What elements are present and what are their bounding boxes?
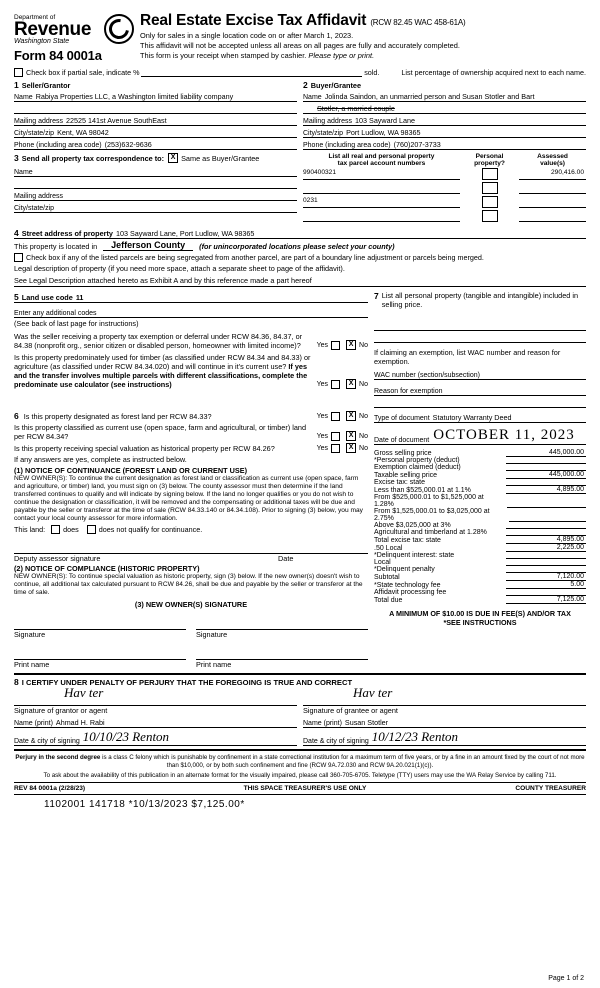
section-1-number: 1 <box>14 80 19 90</box>
grantee-sig-label: Signature of grantee or agent <box>303 706 398 715</box>
grantee-signature-field[interactable] <box>303 685 586 706</box>
buyer-mailing-field[interactable] <box>303 114 586 126</box>
subtitle-3-italic: Please type or print. <box>308 51 375 60</box>
tax-line-value[interactable]: 5.00 <box>506 581 586 589</box>
this-land-label: This land: <box>14 525 46 534</box>
tax-line-label: Above $3,025,000 at 3% <box>374 522 451 529</box>
reason-exemption-line2[interactable] <box>374 396 586 408</box>
does-not-label: does not qualify for continuance. <box>98 525 203 534</box>
section-7-number: 7 <box>374 291 379 301</box>
section-7-intro: List all personal property (tangible and intangible) included in selling price. <box>381 291 579 309</box>
section-5-7-row <box>14 291 586 408</box>
seller-phone-label: Phone (including area code) <box>14 142 102 149</box>
subtitle-1: Only for sales in a single location code on or after March 1, 2023. <box>140 31 354 40</box>
seller-phone-value: (253)632-9636 <box>104 140 152 149</box>
parcel-col-header <box>303 153 460 167</box>
grantee-date-field[interactable] <box>303 729 586 746</box>
tax-line-label: Total due <box>374 597 403 604</box>
parcel-number-cell[interactable] <box>303 211 460 222</box>
corr-name-line2[interactable] <box>14 177 297 189</box>
perjury-note <box>14 754 586 769</box>
treasurer-stamp <box>14 799 586 810</box>
historic-text: Is this property receiving special valuation as historical property per RCW 84.26? <box>14 444 275 453</box>
tax-line-label: Excise tax: state <box>374 479 425 486</box>
seller-city-value: Kent, WA 98042 <box>57 128 109 137</box>
corr-city-label: City/state/zip <box>14 205 55 212</box>
current-use-no-label: No <box>359 432 368 440</box>
same-as-buyer-label: Same as Buyer/Grantee <box>181 153 260 163</box>
seller-mailing-value: 22525 141st Avenue SouthEast <box>66 116 167 125</box>
additional-codes-field[interactable] <box>14 306 368 318</box>
buyer-name-label: Name <box>303 94 322 101</box>
seller-city-field[interactable] <box>14 126 297 138</box>
tax-line <box>374 529 586 536</box>
personal-property-checkbox[interactable] <box>482 168 498 180</box>
forest-yes-checkbox[interactable] <box>331 412 340 421</box>
tax-line-label: Taxable selling price <box>374 472 438 479</box>
perjury-text: is a class C felony which is punishable by confinement in a state correctional institution for a maximum term of five years, or by a fine in an amount fixed by the court of not more than $10,000, or by both such confinement and fine (RCW 9A.72.030 and RCW 9A.20.021(1)(c)). <box>102 754 585 769</box>
current-use-yes-checkbox[interactable] <box>331 432 340 441</box>
timber-question <box>14 353 368 389</box>
tax-line <box>374 486 586 494</box>
reason-exemption-label: Reason for exemption <box>374 388 443 395</box>
exemption-question-text: Was the seller receiving a property tax exemption or deferral under RCW 84.36, 84.37, or 84.38 (nonprofit org., senior citizen or disabled person, homeowner with limited income)? <box>14 332 303 350</box>
tax-line-label: Gross selling price <box>374 450 432 457</box>
section-5-number: 5 <box>14 292 19 302</box>
table-row <box>303 167 586 181</box>
buyer-name-field[interactable] <box>303 90 586 102</box>
historic-no-label: No <box>359 444 368 452</box>
exemption-yes-checkbox[interactable] <box>331 341 340 350</box>
partial-sale-input[interactable] <box>141 69 362 77</box>
section-3-correspondence <box>14 153 297 223</box>
see-instructions-note: *SEE INSTRUCTIONS <box>443 618 517 627</box>
print-name-label-1: Print name <box>14 660 50 669</box>
grantor-signature-field[interactable] <box>14 685 297 706</box>
subtitle-3 <box>140 51 586 60</box>
seller-name-line2[interactable] <box>14 102 297 114</box>
personal-property-checkbox[interactable] <box>482 210 498 222</box>
tax-line <box>374 536 586 544</box>
partial-sale-label: Check box if partial sale, indicate % <box>26 68 140 77</box>
seller-city-label: City/state/zip <box>14 130 55 137</box>
revenue-wordmark: Revenue <box>14 19 92 40</box>
buyer-mailing-label: Mailing address <box>303 118 353 125</box>
tax-calculation-panel <box>374 411 586 669</box>
tax-line-label: From $1,525,000.01 to $3,025,000 at 2.75% <box>374 508 490 522</box>
continuance-row <box>14 525 368 534</box>
tax-line-label: From $525,000.01 to $1,525,000 at 1.28% <box>374 494 484 508</box>
personal-property-line-2[interactable] <box>374 331 586 343</box>
corr-mailing-label: Mailing address <box>14 193 64 200</box>
section-1-title: Seller/Grantor <box>21 81 71 90</box>
tax-line-label: Agricultural and timberland at 1.28% <box>374 529 487 536</box>
seller-name-field[interactable] <box>14 90 297 102</box>
section-8-certification <box>14 673 586 746</box>
section-3-row <box>14 153 586 223</box>
personal-col-header-l1: Personal <box>475 153 504 160</box>
tax-line-label: Affidavit processing fee <box>374 589 447 596</box>
historic-question <box>14 443 368 453</box>
street-address-label: Street address of property <box>21 229 113 238</box>
buyer-phone-field[interactable] <box>303 138 586 150</box>
signature-label-1: Signature <box>14 630 46 639</box>
parcel-col-header-l1: List all real and personal property <box>328 153 435 160</box>
section-1-seller <box>14 80 297 150</box>
current-use-answer <box>317 431 368 441</box>
revenue-seal-icon <box>104 14 134 44</box>
rev-number: REV 84 0001a (2/28/23) <box>14 784 86 792</box>
tax-line <box>374 471 586 479</box>
assessed-value-cell[interactable] <box>519 183 586 194</box>
grantor-date-field[interactable] <box>14 729 297 746</box>
tax-line <box>374 589 586 596</box>
tax-line-value[interactable]: 7,120.00 <box>506 573 586 581</box>
deputy-date-label: Date <box>278 554 294 563</box>
land-use-code-field[interactable] <box>14 291 368 303</box>
historic-no-checkbox[interactable]: X <box>346 443 356 453</box>
assessed-col-header-l1: Assessed <box>537 153 568 160</box>
forest-land-question <box>14 411 368 421</box>
deputy-sig-label: Deputy assessor signature <box>14 554 101 563</box>
personal-col-header-l2: property? <box>474 160 505 167</box>
tax-line <box>374 581 586 589</box>
notice-2-body <box>14 573 368 597</box>
section-4-number: 4 <box>14 228 19 238</box>
tax-line-value[interactable] <box>506 463 586 464</box>
corr-city-field[interactable] <box>14 201 297 213</box>
tax-line-value[interactable]: 7,125.00 <box>506 596 586 604</box>
deputy-assessor-labels <box>14 554 368 563</box>
new-owner-sig-2[interactable] <box>196 617 368 630</box>
tax-line-value[interactable] <box>506 565 586 566</box>
ownership-note: List percentage of ownership acquired next to each name. <box>401 68 586 77</box>
forest-land-q: Is this property designated as forest land per RCW 84.33? <box>23 412 212 421</box>
personal-property-checkbox[interactable] <box>482 182 498 194</box>
assessed-col-header-l2: value(s) <box>540 160 565 167</box>
section-2-buyer <box>303 80 586 150</box>
segregated-label: Check box if any of the listed parcels are being segregated from another parcel, are part of a boundary line adjustment or parcels being merged. <box>26 253 484 262</box>
seller-name-value: Rabiya Properties LLC, a Washington limited liability company <box>35 92 234 101</box>
section-6-number: 6 <box>14 411 19 421</box>
current-use-yes-label: Yes <box>316 432 329 440</box>
section-8-number: 8 <box>14 677 19 687</box>
alt-format-note: To ask about the availability of this publication in an alternate format for the visually impaired, please call 360-705-6705. Teletype (TTY) users may use the WA Relay Service by calling 711. <box>43 772 557 780</box>
tax-line-label: Local <box>374 559 391 566</box>
table-row <box>303 209 586 223</box>
tax-line-label: *Personal property (deduct) <box>374 457 460 464</box>
title-rcw: (RCW 82.45 WAC 458-61A) <box>370 18 466 27</box>
section-4-property <box>14 227 586 287</box>
subtitle-3-text: This form is your receipt when stamped by cashier. <box>140 51 307 60</box>
buyer-city-value: Port Ludlow, WA 98365 <box>346 128 421 137</box>
buyer-name-field-2[interactable] <box>303 102 586 114</box>
complete-note: If any answers are yes, complete as instructed below. <box>14 455 187 464</box>
section-2-title: Buyer/Grantee <box>310 81 362 90</box>
notice-2-text: NEW OWNER(S): To continue special valuation as historic property, sign (3) below. If the new owner(s) doesn't wish to continue, all additional tax calculated pursuant to RCW 84.26, shall be due and payable by the seller or transferor at the time of sale. <box>14 573 363 596</box>
historic-answer <box>317 443 368 453</box>
grantor-block <box>14 685 297 746</box>
tax-line-value[interactable]: 2,225.00 <box>506 544 586 552</box>
legal-desc-label: Legal description of property (if you need more space, attach a separate sheet to page of the affidavit). <box>14 264 345 273</box>
timber-no-label: No <box>359 380 368 388</box>
county-value[interactable]: Jefferson County <box>103 240 193 251</box>
tax-line <box>374 573 586 581</box>
tax-line-label: Subtotal <box>374 574 400 581</box>
tax-line-label: *State technology fee <box>374 582 441 589</box>
tax-line-value[interactable]: 445,000.00 <box>506 449 586 457</box>
grantee-name-field[interactable] <box>303 716 586 728</box>
grantee-name-label: Name (print) <box>303 720 342 727</box>
segregated-checkbox[interactable] <box>14 253 23 262</box>
grantor-signature-mark: Hav ter <box>64 685 104 700</box>
grantor-name-field[interactable] <box>14 716 297 728</box>
tax-line <box>374 522 586 529</box>
assessed-value-cell[interactable]: 290,416.00 <box>519 169 586 180</box>
timber-question-p2: If yes and the transfer involves multiple parcels with different classifications, complete the predominate use calculator (see instructions) <box>14 362 308 389</box>
tax-line <box>374 552 586 559</box>
does-qualify-checkbox[interactable] <box>51 525 60 534</box>
tax-line <box>374 449 586 457</box>
document-date-value: OCTOBER 11, 2023 <box>433 427 575 443</box>
personal-property-line-1[interactable] <box>374 319 586 331</box>
tax-line <box>374 457 586 464</box>
grantor-date-label: Date & city of signing <box>14 738 80 745</box>
tax-line <box>374 508 586 522</box>
exemption-question <box>14 332 368 350</box>
forest-no-label: No <box>359 412 368 420</box>
located-in-label: This property is located in <box>14 242 98 251</box>
partial-sale-checkbox[interactable] <box>14 68 23 77</box>
grantee-block <box>303 685 586 746</box>
tax-line <box>374 544 586 552</box>
forest-land-text <box>14 411 317 421</box>
certification-title: I CERTIFY UNDER PENALTY OF PERJURY THAT THE FOREGOING IS TRUE AND CORRECT <box>21 677 353 687</box>
subtitle-2: This affidavit will not be accepted unless all areas on all pages are fully and accurately completed. <box>140 41 460 50</box>
corr-name-label: Name <box>14 169 33 176</box>
new-owner-print-labels <box>14 660 368 669</box>
tax-line-value[interactable] <box>506 528 586 529</box>
current-use-question <box>14 423 368 441</box>
section-3-title: Send all property tax correspondence to: <box>21 153 165 163</box>
grantor-name-label: Name (print) <box>14 720 53 727</box>
current-use-no-checkbox[interactable]: X <box>346 431 356 441</box>
tax-line-value[interactable] <box>506 558 586 559</box>
historic-yes-checkbox[interactable] <box>331 444 340 453</box>
legal-desc-value[interactable]: See Legal Description attached hereto as Exhibit A and by this reference made a part hereof <box>14 276 586 287</box>
county-treasurer-label: COUNTY TREASURER <box>515 784 586 792</box>
new-owner-print-1[interactable] <box>14 647 186 660</box>
grantor-sig-label: Signature of grantor or agent <box>14 706 108 715</box>
grantee-date-label: Date & city of signing <box>303 738 369 745</box>
buyer-phone-label: Phone (including area code) <box>303 142 391 149</box>
document-type-value: Statutory Warranty Deed <box>432 413 512 422</box>
document-type-field[interactable] <box>374 411 586 423</box>
forest-no-checkbox[interactable]: X <box>346 411 356 421</box>
agency-logo <box>14 12 134 63</box>
street-address-field[interactable] <box>14 227 586 239</box>
new-owner-signature-labels <box>14 630 368 639</box>
department-label: Department of <box>14 14 56 21</box>
personal-property-checkbox[interactable] <box>482 196 498 208</box>
grantee-name-value: Susan Stotler <box>344 718 389 727</box>
table-row <box>303 181 586 195</box>
section-7-personal-property <box>374 291 586 408</box>
tax-line <box>374 566 586 573</box>
exemption-instructions: If claiming an exemption, list WAC number and reason for exemption. <box>374 348 561 366</box>
document-type-label: Type of document <box>374 415 430 422</box>
tax-lines <box>374 449 586 604</box>
exemption-yes-label: Yes <box>316 341 329 349</box>
exemption-no-label: No <box>359 341 368 349</box>
tax-line <box>374 464 586 471</box>
tax-line-label: Total excise tax: state <box>374 537 441 544</box>
does-not-qualify-checkbox[interactable] <box>87 525 96 534</box>
grantor-name-value: Ahmad H. Rabi <box>55 718 105 727</box>
parcel-number-cell[interactable] <box>303 183 460 194</box>
table-row <box>303 195 586 209</box>
segregated-row <box>14 253 586 262</box>
tax-line-label: Exemption claimed (deduct) <box>374 464 461 471</box>
tax-line <box>374 479 586 486</box>
seller-mailing-label: Mailing address <box>14 118 64 125</box>
forest-land-answer <box>317 411 368 421</box>
parcel-table <box>303 153 586 223</box>
assessed-value-cell[interactable] <box>519 197 586 208</box>
tax-line-value[interactable]: 4,895.00 <box>506 486 586 494</box>
county-note: (for unincorporated locations please select your county) <box>199 242 395 251</box>
reason-exemption-field[interactable] <box>374 384 586 396</box>
state-label: Washington State <box>14 38 70 45</box>
tax-line-value[interactable]: 4,895.00 <box>506 536 586 544</box>
street-address-value: 103 Sayward Lane, Port Ludlow, WA 98365 <box>115 229 255 238</box>
buyer-name-value-2: Stotler, a married couple <box>317 104 395 113</box>
buyer-mailing-value: 103 Sayward Lane <box>355 116 415 125</box>
timber-yes-checkbox[interactable] <box>331 380 340 389</box>
grantee-date-value: 10/12/23 Renton <box>371 729 459 744</box>
new-owner-sig-1[interactable] <box>14 617 186 630</box>
parties-row <box>14 80 586 150</box>
see-back-note: (See back of last page for instructions) <box>14 319 139 328</box>
additional-codes-label: Enter any additional codes <box>14 310 97 317</box>
tax-line-value[interactable] <box>509 521 586 522</box>
tax-line-value[interactable]: 445,000.00 <box>506 471 586 479</box>
page-number: Page 1 of 2 <box>548 975 584 982</box>
seller-phone-field[interactable] <box>14 138 297 150</box>
notice-3-title: (3) NEW OWNER(S) SIGNATURE <box>134 600 248 609</box>
document-date-field[interactable] <box>374 427 586 445</box>
grantee-signature-mark: Hav ter <box>353 685 393 700</box>
timber-no-checkbox[interactable]: X <box>346 379 356 389</box>
new-owner-print-2[interactable] <box>196 647 368 660</box>
assessed-col-header <box>519 153 586 167</box>
section-6-row <box>14 411 586 669</box>
land-use-value: 11 <box>75 293 84 302</box>
wac-number-label: WAC number (section/subsection) <box>374 372 480 379</box>
section-2-number: 2 <box>303 80 308 90</box>
historic-yes-label: Yes <box>316 444 329 452</box>
section-3-number: 3 <box>14 153 19 163</box>
timber-yes-label: Yes <box>316 380 329 388</box>
forest-yes-label: Yes <box>316 412 329 420</box>
buyer-phone-value: (760)207-3733 <box>393 140 441 149</box>
exemption-no-checkbox[interactable]: X <box>346 340 356 350</box>
signature-label-2: Signature <box>196 630 228 639</box>
form-number: Form 84 0001a <box>14 48 102 63</box>
parcel-table-wrap <box>303 153 586 223</box>
parcel-number-cell[interactable]: 990400321 <box>303 169 460 180</box>
exemption-answer <box>317 340 368 350</box>
treasurer-space-label: THIS SPACE TREASURER'S USE ONLY <box>243 784 367 792</box>
parcel-col-header-l2: tax parcel account numbers <box>337 160 426 167</box>
notice-1-title: (1) NOTICE OF CONTINUANCE (FOREST LAND OR CURRENT USE) <box>14 466 248 475</box>
tax-line-label: *Delinquent penalty <box>374 566 435 573</box>
timber-question-text <box>14 353 317 389</box>
minimum-due-note: A MINIMUM OF $10.00 IS DUE IN FEE(S) AND/OR TAX <box>389 609 571 618</box>
buyer-city-label: City/state/zip <box>303 130 344 137</box>
tax-line <box>374 494 586 508</box>
section-5-land-use <box>14 291 368 408</box>
perjury-bold: Perjury in the second degree <box>15 754 101 761</box>
print-name-label-2: Print name <box>196 660 232 669</box>
assessed-value-cell[interactable] <box>519 211 586 222</box>
deputy-assessor-signature-line[interactable] <box>14 540 368 554</box>
tax-line-label: .50 Local <box>374 545 403 552</box>
personal-col-header <box>460 153 519 167</box>
new-owner-print-lines <box>14 647 368 660</box>
buyer-name-value: Jolinda Saindon, an unmarried person and Susan Stotler and Bart <box>324 92 535 101</box>
tax-line-label: Less than $525,000.01 at 1.1% <box>374 487 471 494</box>
current-use-text: Is this property classified as current use (open space, farm and agricultural, or timber) land per RCW 84.34? <box>14 423 307 441</box>
notice-2-title: (2) NOTICE OF COMPLIANCE (HISTORIC PROPERTY) <box>14 564 200 573</box>
corr-name-field[interactable] <box>14 165 297 177</box>
parcel-number-cell[interactable]: 0231 <box>303 197 460 208</box>
notice-1-body: NEW OWNER(S): To continue the current designation as forest land or classification as current use (open space, farm and agriculture, or timber) land, you must sign on (3) below. The county assessor must then determine if the land transferred continues to qualify and will indicate by signing below. If the land no longer qualifies or you do not wish to continue the designation or classification, it will be removed and the compensating or additional taxes will be due and payable by the seller or transferor at the time of sale (RCW 84.33.140 or 84.34.108). Prior to signing (3) below, you may contact your local county assessor for more information. <box>14 475 363 522</box>
wac-number-field[interactable] <box>374 368 586 380</box>
footer-bar <box>14 785 586 792</box>
form-header <box>14 12 586 65</box>
land-use-label: Land use code <box>21 293 73 302</box>
tax-line <box>374 596 586 604</box>
partial-sale-row <box>14 68 586 77</box>
sold-label: sold. <box>364 68 380 77</box>
seller-mailing-field[interactable] <box>14 114 297 126</box>
new-owner-signature-lines <box>14 617 368 630</box>
title-text: Real Estate Excise Tax Affidavit <box>140 12 367 29</box>
timber-question-p1: Is this property predominately used for timber (as classified under RCW 84.34 and 84.33) or agriculture (as classified under RCW 84.34.020) and will continue in it's current use? <box>14 353 311 371</box>
grantor-date-value: 10/10/23 Renton <box>82 729 170 744</box>
seller-name-label: Name <box>14 94 33 101</box>
buyer-city-field[interactable] <box>303 126 586 138</box>
page-title <box>140 12 586 30</box>
does-label: does <box>63 525 79 534</box>
tax-line-value[interactable] <box>507 507 586 508</box>
same-as-buyer-checkbox[interactable]: X <box>168 153 178 163</box>
timber-answer <box>317 379 368 389</box>
treasurer-stamp-text: 1102001 141718 *10/13/2023 $7,125.00* <box>44 798 245 810</box>
tax-line-label: *Delinquent interest: state <box>374 552 455 559</box>
document-date-label: Date of document <box>374 437 430 444</box>
section-6-designations <box>14 411 368 669</box>
corr-mailing-field[interactable] <box>14 189 297 201</box>
tax-line <box>374 559 586 566</box>
